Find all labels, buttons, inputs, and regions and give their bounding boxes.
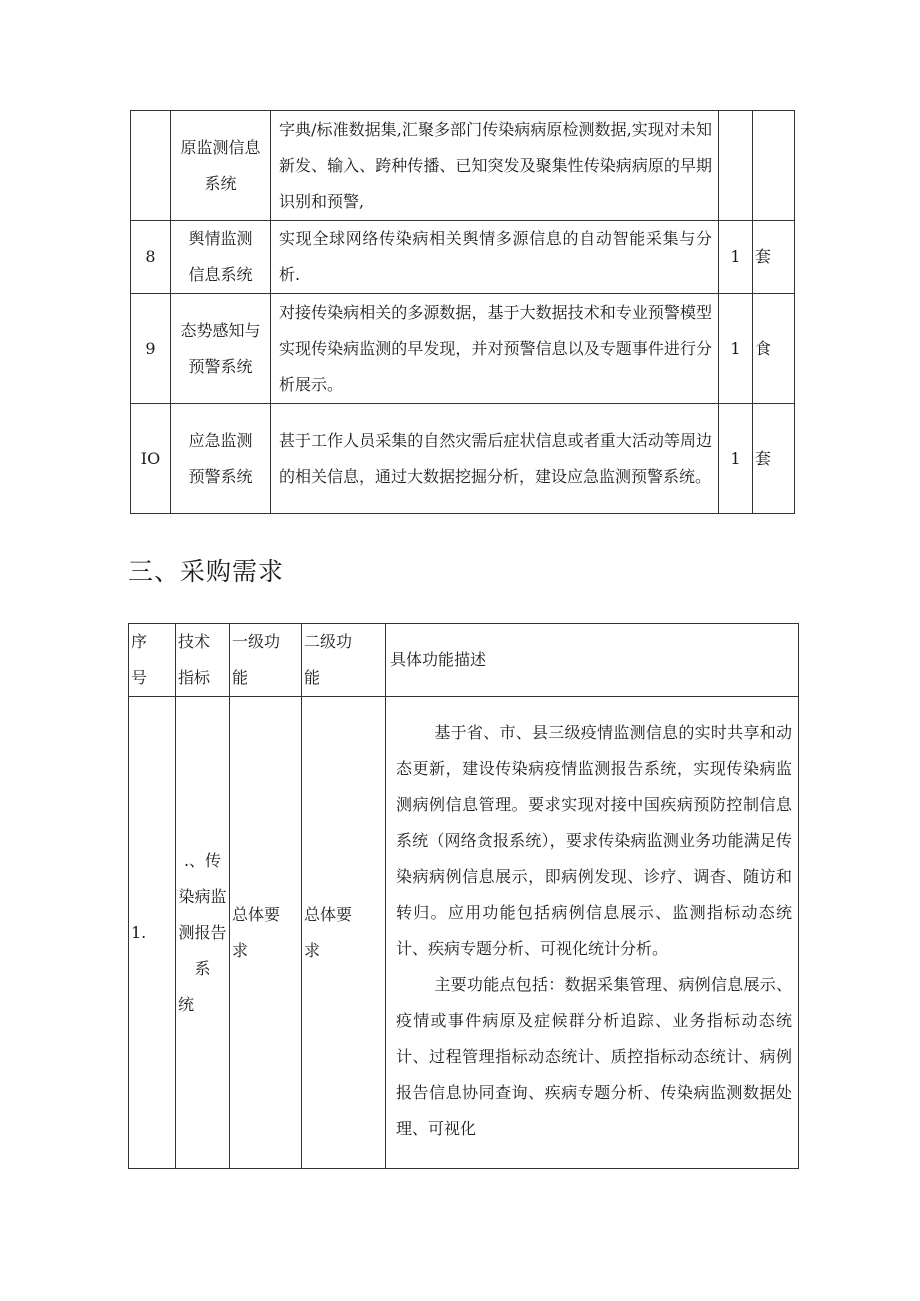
- table-row: [129, 697, 799, 1169]
- level1-line: 总体要: [232, 904, 281, 924]
- section-heading: 三、采购需求: [128, 557, 285, 586]
- header-level1: [230, 624, 302, 697]
- row-number: 9: [131, 294, 171, 404]
- system-name-line: 信息系统: [188, 265, 253, 284]
- description-paragraph: 主要功能点包括：数据采集管理、病例信息展示、疫情或事件病原及症候群分析追踪、业务指标动态统计、过程管理指标动态统计、质控指标动态统计、病例报告信息协同查询、疾病专题分析、传染病监测数据处理、可视化: [396, 975, 792, 1138]
- level2-line: 求: [304, 940, 321, 960]
- system-name-line: 系统: [204, 173, 237, 193]
- unit: 套: [753, 404, 795, 514]
- tech-line: .、传: [183, 850, 222, 870]
- system-name-line: 舆情监测: [188, 229, 253, 248]
- system-description: 对接传染病相关的多源数据，基于大数据技术和专业预警模型实现传染病监测的早发现，并对预警信息以及专题事件进行分析展示。: [271, 294, 719, 404]
- system-name: [171, 404, 271, 514]
- level1-line: 求: [232, 940, 249, 960]
- system-name: [171, 294, 271, 404]
- row-number: [131, 111, 171, 221]
- system-name-line: 原监测信息: [180, 137, 261, 157]
- table-row: [131, 111, 795, 221]
- system-name: [171, 221, 271, 294]
- level1-function: [230, 697, 302, 1169]
- table-row: [131, 294, 795, 404]
- header-text: 号: [131, 668, 148, 687]
- unit: 套: [753, 221, 795, 294]
- header-text: 技术: [178, 632, 211, 651]
- header-seq: [129, 624, 176, 697]
- requirements-table: [128, 623, 799, 1169]
- system-name-line: 预警系统: [188, 466, 253, 486]
- system-name: [171, 111, 271, 221]
- quantity: 1: [719, 404, 753, 514]
- system-name-line: 态势感知与: [180, 320, 261, 340]
- header-text: 序: [131, 632, 148, 651]
- quantity: 1: [719, 221, 753, 294]
- tech-line: 统: [178, 994, 195, 1014]
- quantity: 1: [719, 294, 753, 404]
- header-text: 能: [232, 668, 249, 687]
- header-text: 具体功能描述: [390, 650, 487, 669]
- function-description: [386, 697, 799, 1169]
- system-name-line: 应急监测: [188, 430, 253, 450]
- level2-function: [302, 697, 386, 1169]
- tech-indicator: [176, 697, 230, 1169]
- header-level2: [302, 624, 386, 697]
- system-description: 实现全球网络传染病相关舆情多源信息的自动智能采集与分析.: [271, 221, 719, 294]
- header-tech: [176, 624, 230, 697]
- unit: 食: [753, 294, 795, 404]
- header-text: 能: [304, 668, 321, 687]
- system-list-table: [130, 110, 795, 514]
- row-number: IO: [131, 404, 171, 514]
- tech-line: 系: [194, 958, 211, 978]
- header-text: 二级功: [304, 632, 353, 651]
- system-description: 甚于工作人员采集的自然灾需后症状信息或者重大活动等周边的相关信息，通过大数据挖掘分析，建设应急监测预警系统。: [271, 404, 719, 514]
- quantity: [719, 111, 753, 221]
- row-number: 8: [131, 221, 171, 294]
- unit: [753, 111, 795, 221]
- header-desc: [386, 624, 799, 697]
- system-name-line: 预警系统: [188, 356, 253, 376]
- header-text: 一级功: [232, 632, 281, 651]
- tech-line: 染病监: [178, 886, 227, 906]
- tech-line: 测报告: [178, 922, 227, 942]
- table-row: [131, 221, 795, 294]
- table-row: [131, 404, 795, 514]
- description-paragraph: 基于省、市、县三级疫情监测信息的实时共享和动态更新，建设传染病疫情监测报告系统，实现传染病监测病例信息管理。要求实现对接中国疾病预防控制信息系统（网络贪报系统），要求传染病监测业务功能满足传染病病例信息展示，即病例发现、诊疗、调杳、随访和转归。应用功能包括病例信息展示、监测指标动态统计、疾病专题分析、可视化统计分析。: [396, 723, 792, 958]
- level2-line: 总体要: [304, 904, 353, 924]
- system-description: 字典/标准数据集,汇聚多部门传染病病原检测数据,实现对未知新发、输入、跨种传播、已知突发及聚集性传染病病原的早期识别和预警,: [271, 111, 719, 221]
- table-header-row: [129, 624, 799, 697]
- header-text: 指标: [178, 668, 211, 687]
- row-seq: 1.: [129, 697, 176, 1169]
